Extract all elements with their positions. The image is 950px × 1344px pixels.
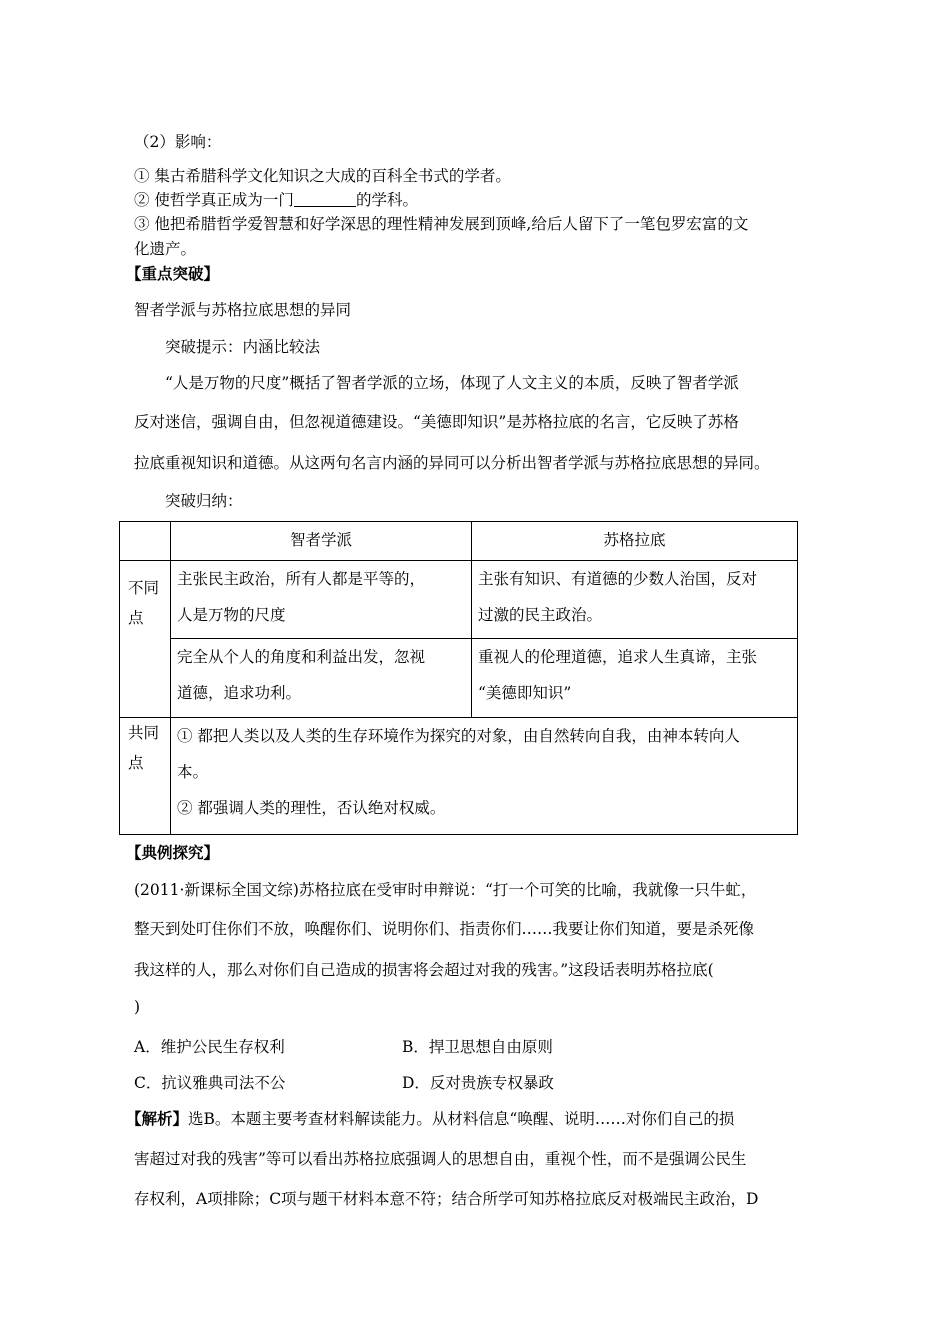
influence-item-1: ① 集古希腊科学文化知识之大成的百科全书式的学者。: [134, 167, 511, 185]
question-line-4: ): [134, 998, 141, 1016]
socrates-difference-1: [472, 561, 798, 639]
cell-line: 本。: [177, 763, 209, 781]
influence-item-2-post: 的学科。: [355, 191, 418, 209]
influence-item-3-line-2: 化遗产。: [134, 240, 197, 258]
sophists-difference-1: [171, 561, 472, 639]
table-corner-cell: [120, 522, 171, 561]
question-line-2: 整天到处叮住你们不放，唤醒你们、说明你们、指责你们……我要让你们知道，要是杀死像: [134, 920, 755, 938]
option-c: C．抗议雅典司法不公: [134, 1074, 286, 1092]
cell-line: ② 都强调人类的理性，否认绝对权威。: [177, 799, 446, 817]
differences-label-cell: [120, 561, 171, 718]
fill-in-blank[interactable]: [294, 192, 356, 207]
analysis-line-1: [126, 1107, 734, 1129]
cell-line: “美德即知识”: [478, 684, 572, 702]
socrates-difference-2: [472, 639, 798, 718]
common-label-line-2: 点: [128, 754, 144, 772]
cell-line: 道德，追求功利。: [177, 684, 302, 702]
influence-item-3-line-1: ③ 他把希腊哲学爱智慧和好学深思的理性精神发展到顶峰,给后人留下了一笔包罗宏富的文: [134, 215, 749, 233]
influence-item-2-pre: ② 使哲学真正成为一门: [134, 191, 294, 209]
table-row: [120, 561, 798, 639]
header-sophists: 智者学派: [171, 522, 472, 561]
cell-line: 完全从个人的角度和利益出发，忽视: [177, 648, 426, 666]
header-socrates: 苏格拉底: [472, 522, 798, 561]
common-label-line-1: 共同: [128, 724, 160, 742]
question-line-1: (2011·新课标全国文综)苏格拉底在受审时申辩说：“打一个可笑的比喻，我就像一只牛虻，: [134, 881, 757, 899]
differences-label-line-1: 不同: [128, 579, 160, 597]
cell-line: 人是万物的尺度: [177, 606, 286, 624]
key-breakthrough-title: 【重点突破】: [126, 264, 220, 283]
breakthrough-paragraph-line-1: “人是万物的尺度”概括了智者学派的立场，体现了人文主义的本质，反映了智者学派: [165, 374, 739, 392]
common-label-cell: [120, 718, 171, 835]
cell-line: 主张有知识、有道德的少数人治国，反对: [478, 570, 758, 588]
cell-line: 过激的民主政治。: [478, 606, 603, 624]
influence-heading: （2）影响：: [134, 133, 222, 151]
analysis-text: 选B。本题主要考查材料解读能力。从材料信息“唤醒、说明……对你们自己的损: [188, 1110, 735, 1128]
sophists-difference-2: [171, 639, 472, 718]
differences-label-line-2: 点: [128, 609, 144, 627]
cell-line: 主张民主政治，所有人都是平等的，: [177, 570, 426, 588]
table-header-row: [120, 522, 798, 561]
comparison-table: [119, 521, 798, 835]
cell-line: ① 都把人类以及人类的生存环境作为探究的对象，由自然转向自我，由神本转向人: [177, 727, 740, 745]
table-row: [120, 639, 798, 718]
analysis-label: 【解析】: [126, 1109, 189, 1128]
common-points-cell: [171, 718, 798, 835]
influence-item-2: [134, 188, 418, 210]
breakthrough-paragraph-line-2: 反对迷信，强调自由，但忽视道德建设。“美德即知识”是苏格拉底的名言，它反映了苏格: [134, 413, 739, 431]
option-d: D．反对贵族专权暴政: [402, 1074, 554, 1092]
table-row: [120, 718, 798, 835]
analysis-line-2: 害超过对我的残害”等可以看出苏格拉底强调人的思想自由，重视个性，而不是强调公民生: [134, 1150, 747, 1168]
key-breakthrough-topic: 智者学派与苏格拉底思想的异同: [134, 301, 352, 319]
example-title: 【典例探究】: [126, 843, 220, 862]
option-a: A．维护公民生存权利: [134, 1038, 285, 1056]
option-b: B．捍卫思想自由原则: [402, 1038, 553, 1056]
breakthrough-summary-label: 突破归纳：: [165, 492, 243, 510]
breakthrough-hint: 突破提示：内涵比较法: [165, 338, 321, 356]
question-line-3: 我这样的人，那么对你们自己造成的损害将会超过对我的残害。”这段话表明苏格拉底(: [134, 961, 714, 979]
breakthrough-paragraph-line-3: 拉底重视知识和道德。从这两句名言内涵的异同可以分析出智者学派与苏格拉底思想的异同。: [134, 454, 770, 472]
analysis-line-3: 存权利，A项排除；C项与题干材料本意不符；结合所学可知苏格拉底反对极端民主政治，D: [134, 1190, 759, 1208]
cell-line: 重视人的伦理道德，追求人生真谛，主张: [478, 648, 758, 666]
